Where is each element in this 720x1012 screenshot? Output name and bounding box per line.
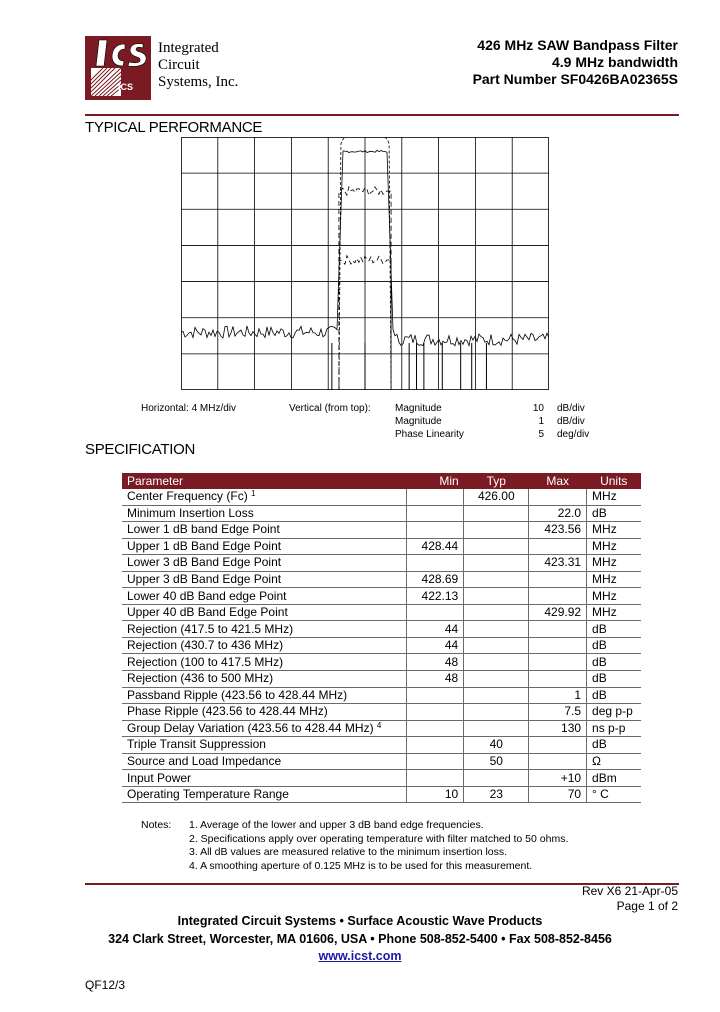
table-row: [122, 770, 641, 787]
cell-units: dB: [587, 671, 641, 688]
col-typ: Typ: [464, 473, 529, 489]
cell-parameter: Upper 40 dB Band Edge Point: [122, 604, 406, 621]
cell-typ: [464, 555, 529, 572]
cell-units: MHz: [587, 604, 641, 621]
cell-min: 10: [406, 786, 464, 803]
cell-min: [406, 770, 464, 787]
cell-typ: [464, 654, 529, 671]
table-row: [122, 786, 641, 803]
cell-parameter: Phase Ripple (423.56 to 428.44 MHz): [122, 704, 406, 721]
cell-min: 428.69: [406, 571, 464, 588]
table-row: [122, 505, 641, 522]
cell-min: [406, 555, 464, 572]
table-row: [122, 753, 641, 770]
cell-max: 130: [529, 720, 587, 737]
cell-units: dBm: [587, 770, 641, 787]
table-header-row: [122, 473, 641, 489]
company-name: [158, 40, 238, 91]
table-row: [122, 621, 641, 638]
scale-row-unit: deg/div: [557, 429, 590, 440]
cell-parameter: Rejection (430.7 to 436 MHz): [122, 637, 406, 654]
cell-units: MHz: [587, 489, 641, 505]
scale-row-unit: dB/div: [557, 416, 585, 427]
company-name-line2: Circuit: [158, 57, 200, 73]
col-min: Min: [406, 473, 464, 489]
cell-min: [406, 720, 464, 737]
cell-max: +10: [529, 770, 587, 787]
cell-min: 428.44: [406, 538, 464, 555]
scale-row-value: 5: [538, 429, 544, 440]
note-item: 3. All dB values are measured relative to the minimum insertion loss.: [189, 846, 508, 858]
cell-max: [529, 571, 587, 588]
footnote-ref: 1: [251, 489, 256, 499]
table-row: [122, 687, 641, 704]
cell-typ: [464, 637, 529, 654]
cell-typ: [464, 687, 529, 704]
page-number: Page 1 of 2: [616, 899, 678, 913]
cell-min: 44: [406, 621, 464, 638]
revision-block: [582, 884, 678, 914]
cell-max: [529, 621, 587, 638]
cell-typ: [464, 505, 529, 522]
cell-max: [529, 671, 587, 688]
cell-max: [529, 637, 587, 654]
cell-min: [406, 604, 464, 621]
cell-max: [529, 753, 587, 770]
cell-min: [406, 505, 464, 522]
performance-chart: [181, 137, 549, 390]
cell-max: [529, 588, 587, 605]
typical-performance-title: TYPICAL PERFORMANCE: [85, 119, 263, 136]
cell-min: [406, 704, 464, 721]
cell-units: dB: [587, 637, 641, 654]
notes-label: Notes:: [141, 819, 172, 831]
table-row: [122, 604, 641, 621]
performance-chart-svg: [181, 137, 549, 390]
table-row: [122, 588, 641, 605]
cell-min: 44: [406, 637, 464, 654]
table-row: [122, 489, 641, 505]
cell-units: MHz: [587, 571, 641, 588]
table-row: [122, 522, 641, 539]
footer-url-wrap: [0, 948, 720, 965]
scale-row-name: Magnitude: [395, 416, 442, 427]
cell-typ: 50: [464, 753, 529, 770]
cell-units: dB: [587, 654, 641, 671]
cell-parameter: Center Frequency (Fc) $^1$: [122, 489, 406, 505]
scale-row-value: 10: [532, 403, 544, 414]
cell-typ: [464, 522, 529, 539]
company-name-line3: Systems, Inc.: [158, 74, 239, 90]
revision-date: Rev X6 21-Apr-05: [581, 884, 678, 898]
cell-units: MHz: [587, 588, 641, 605]
cell-units: dB: [587, 621, 641, 638]
cell-max: 423.31: [529, 555, 587, 572]
cell-units: deg p-p: [587, 704, 641, 721]
cell-parameter: Rejection (436 to 500 MHz): [122, 671, 406, 688]
cell-max: 423.56: [529, 522, 587, 539]
cell-max: [529, 538, 587, 555]
table-row: [122, 737, 641, 754]
table-row: [122, 671, 641, 688]
cell-units: Ω: [587, 753, 641, 770]
specification-table-body: [122, 489, 641, 803]
cell-parameter: Input Power: [122, 770, 406, 787]
cell-parameter: Operating Temperature Range: [122, 786, 406, 803]
company-logo: [85, 36, 151, 100]
footer-line1: Integrated Circuit Systems • Surface Acoustic Wave Products: [177, 914, 543, 928]
cell-min: [406, 489, 464, 505]
horizontal-scale: Horizontal: 4 MHz/div: [141, 403, 237, 414]
website-link[interactable]: www.icst.com: [318, 949, 402, 963]
table-row: [122, 538, 641, 555]
cell-max: 22.0: [529, 505, 587, 522]
scale-row-name: Magnitude: [395, 403, 442, 414]
cell-max: 7.5: [529, 704, 587, 721]
cell-parameter: Minimum Insertion Loss: [122, 505, 406, 522]
cell-typ: [464, 704, 529, 721]
cell-min: [406, 737, 464, 754]
cell-parameter: Triple Transit Suppression: [122, 737, 406, 754]
cell-units: ° C: [587, 786, 641, 803]
table-row: [122, 654, 641, 671]
cell-parameter: Group Delay Variation (423.56 to 428.44 MHz) $^4$: [122, 720, 406, 737]
form-code: QF12/3: [85, 978, 126, 992]
col-units: Units: [587, 473, 641, 489]
product-title: 426 MHz SAW Bandpass Filter: [477, 37, 678, 53]
cell-units: ns p-p: [587, 720, 641, 737]
cell-min: 422.13: [406, 588, 464, 605]
cell-parameter: Rejection (100 to 417.5 MHz): [122, 654, 406, 671]
table-row: [122, 637, 641, 654]
cell-typ: [464, 770, 529, 787]
cell-parameter: Source and Load Impedance: [122, 753, 406, 770]
table-row: [122, 704, 641, 721]
note-item: 1. Average of the lower and upper 3 dB band edge frequencies.: [189, 819, 484, 831]
cell-min: 48: [406, 654, 464, 671]
document-title-block: [473, 37, 678, 88]
top-divider: [85, 114, 679, 116]
company-name-line1: Integrated: [158, 40, 219, 56]
col-parameter: Parameter: [122, 473, 406, 489]
cell-max: [529, 654, 587, 671]
note-item: 4. A smoothing aperture of 0.125 MHz is to be used for this measurement.: [189, 859, 533, 872]
table-row: [122, 720, 641, 737]
cell-min: [406, 687, 464, 704]
cell-max: [529, 737, 587, 754]
cell-typ: 23: [464, 786, 529, 803]
cell-max: 429.92: [529, 604, 587, 621]
cell-units: dB: [587, 737, 641, 754]
cell-max: 70: [529, 786, 587, 803]
cell-min: [406, 753, 464, 770]
table-row: [122, 555, 641, 572]
cell-typ: 40: [464, 737, 529, 754]
cell-parameter: Lower 1 dB band Edge Point: [122, 522, 406, 539]
cell-units: MHz: [587, 522, 641, 539]
cell-min: [406, 522, 464, 539]
notes-list: [189, 819, 568, 873]
cell-typ: [464, 720, 529, 737]
logo-text: ICS: [118, 82, 134, 92]
cell-typ: [464, 538, 529, 555]
cell-typ: [464, 621, 529, 638]
cell-typ: 426.00: [464, 489, 529, 505]
cell-parameter: Passband Ripple (423.56 to 428.44 MHz): [122, 687, 406, 704]
footer-address: 324 Clark Street, Worcester, MA 01606, USA • Phone 508-852-5400 • Fax 508-852-8456: [108, 932, 612, 946]
cell-parameter: Lower 3 dB Band Edge Point: [122, 555, 406, 572]
table-row: [122, 571, 641, 588]
specification-table: [122, 473, 641, 803]
cell-typ: [464, 604, 529, 621]
footnote-ref: 4: [376, 720, 382, 730]
part-number: Part Number SF0426BA02365S: [472, 71, 678, 87]
cell-parameter: Upper 1 dB Band Edge Point: [122, 538, 406, 555]
cell-max: [529, 489, 587, 505]
cell-units: dB: [587, 505, 641, 522]
cell-min: 48: [406, 671, 464, 688]
vertical-scale-label: Vertical (from top):: [289, 403, 371, 414]
scale-row-unit: dB/div: [557, 403, 585, 414]
specification-title: SPECIFICATION: [85, 441, 195, 458]
col-max: Max: [529, 473, 587, 489]
cell-max: 1: [529, 687, 587, 704]
cell-units: dB: [587, 687, 641, 704]
scale-row-value: 1: [538, 416, 544, 427]
cell-parameter: Lower 40 dB Band edge Point: [122, 588, 406, 605]
cell-units: MHz: [587, 538, 641, 555]
product-bandwidth: 4.9 MHz bandwidth: [552, 54, 678, 70]
cell-typ: [464, 671, 529, 688]
cell-typ: [464, 571, 529, 588]
cell-typ: [464, 588, 529, 605]
scale-row-name: Phase Linearity: [395, 429, 464, 440]
cell-parameter: Rejection (417.5 to 421.5 MHz): [122, 621, 406, 638]
note-item: 2. Specifications apply over operating temperature with filter matched to 50 ohms.: [189, 832, 569, 845]
cell-units: MHz: [587, 555, 641, 572]
cell-parameter: Upper 3 dB Band Edge Point: [122, 571, 406, 588]
